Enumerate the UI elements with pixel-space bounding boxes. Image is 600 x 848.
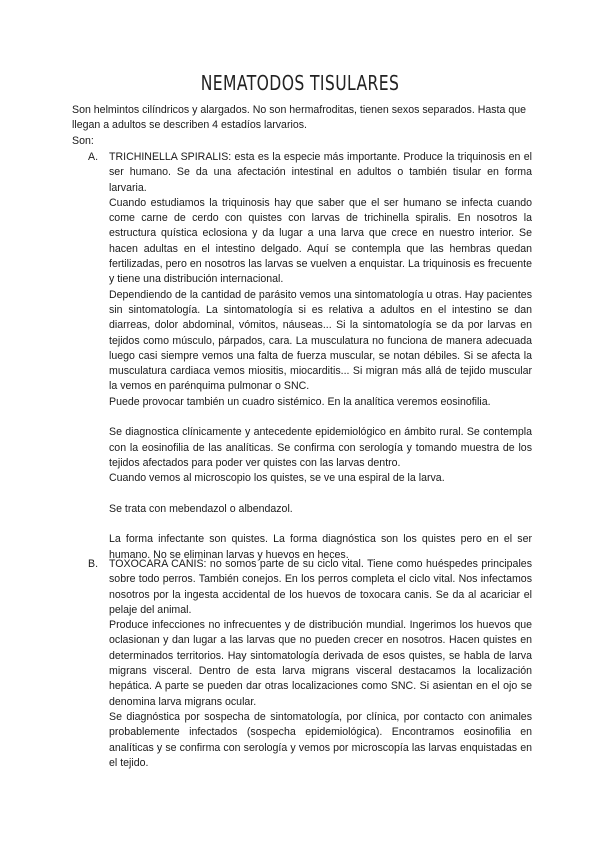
section-body (109, 557, 532, 771)
paragraph: Puede provocar también un cuadro sistémico. En la analítica veremos eosinofilia. (109, 395, 491, 408)
section-trichinella (88, 150, 532, 563)
intro-paragraph: Son helmintos cilíndricos y alargados. No son hermafroditas, tienen sexos separados. Hasta que llegan a adultos se describen 4 estadíos larvarios. (72, 104, 527, 132)
paragraph: Cuando estudiamos la triquinosis hay que saber que el ser humano se infecta cuando come carne de cerdo con quistes con larvas de trichinella spiralis. En nosotros la estructura quística eclosiona y da lugar a una larva que crece en nuestro interior. Se hacen adultas en el intestino delgado. Aquí se contempla que las hembras quedan fertilizadas, pero en nosotros las larvas se vuelven a enquistar. La triquinosis es frecuente y tiene una distribución internacional. (109, 196, 532, 286)
paragraph: Cuando vemos al microscopio los quistes, se ve una espiral de la larva. (109, 472, 445, 485)
paragraph: Se diagnóstica por sospecha de sintomatología, por clínica, por contacto con animales probablemente infectados (sospecha epidemiológica). Encontramos eosinofilia en analíticas y se confirma con serología y vemos por microscopía las larvas enquistadas en el tejido. (109, 710, 532, 769)
list-marker: B. (88, 558, 99, 570)
paragraph: TRICHINELLA SPIRALIS: esta es la especie más importante. Produce la triquinosis en el ser humano. Se da una afectación intestinal en adultos o también tisular en forma larvaria. (109, 151, 532, 194)
paragraph: Dependiendo de la cantidad de parásito vemos una sintomatología u otras. Hay pacientes sin sintomatología. La sintomatología si es relativa a adultos en el intestino se dan diarreas, dolor abdominal, vómitos, náuseas... Si la sintomatología se da por larvas en tejidos como músculo, párpados, cara. La musculatura no funciona de manera adecuada luego casi siempre vemos una falta de fuerza muscular, se notan débiles. Si se afecta la musculatura cardiaca vemos miositis, miocarditis... Si migran más allá de tejido muscular la vemos en parénquima pulmonar o SNC. (109, 288, 532, 393)
paragraph: Produce infecciones no infrecuentes y de distribución mundial. Ingerimos los huevos que oclasionan y dan lugar a las larvas que no pueden crecer en nosotros. Hacen quistes en determinados territorios. Hay sintomatología derivada de esos quistes, se habla de larva migrans visceral. Dentro de esta larva migrans visceral destacamos la localización hepática. A parte se pueden dar otras localizaciones como SNC. Si asientan en el ojo se denomina larva migrans ocular. (109, 619, 532, 708)
section-body (109, 150, 532, 563)
intro-block (72, 103, 532, 149)
paragraph: Se diagnostica clínicamente y antecedente epidemiológico en ámbito rural. Se contempla con la eosinofilia de las analíticas. Se confirma con serología y tomando muestra de los tejidos afectados para poder ver quistes con las larvas dentro. (109, 426, 532, 469)
intro-list-lead: Son: (72, 134, 94, 147)
list-marker: A. (88, 151, 99, 163)
page-title: NEMATODOS TISULARES (200, 71, 400, 95)
paragraph: La forma infectante son quistes. La forma diagnóstica son los quistes pero en el ser humano. No se eliminan larvas y huevos en heces. (109, 533, 532, 561)
paragraph: TOXOCARA CANIS: no somos parte de su ciclo vital. Tiene como huéspedes principales sobre todo perros. También conejos. En los perros completa el ciclo vital. Nos infectamos nosotros por la ingesta accidental de los huevos de toxocara canis. Se da al acariciar el pelaje del animal. (109, 558, 532, 616)
section-toxocara (88, 557, 532, 771)
paragraph: Se trata con mebendazol o albendazol. (109, 502, 293, 515)
